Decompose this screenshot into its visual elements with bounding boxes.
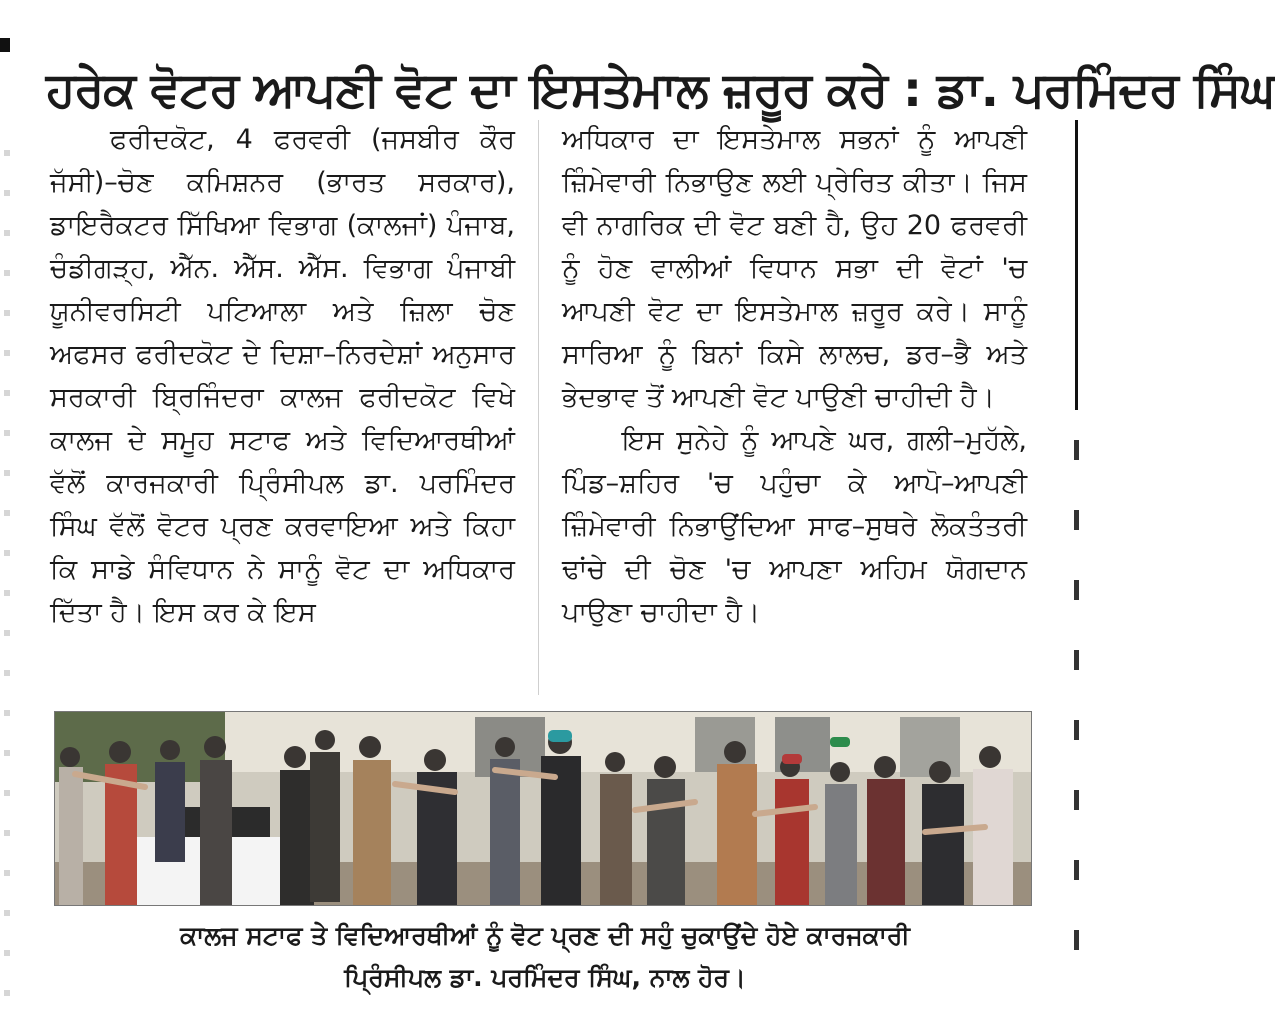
page-edge-right-marks — [1074, 440, 1079, 1000]
article-column-right — [562, 118, 1027, 698]
page-edge-left — [4, 150, 10, 1000]
photo-caption — [80, 915, 1010, 999]
page-edge-right-bar — [1075, 120, 1078, 410]
article-column-left — [50, 118, 515, 698]
right-column-paragraph-1: ਅਧਿਕਾਰ ਦਾ ਇਸਤੇਮਾਲ ਸਭਨਾਂ ਨੂੰ ਆਪਣੀ ਜ਼ਿੰਮੇਵਾਰੀ ਨਿਭਾਉਣ ਲਈ ਪ੍ਰੇਰਿਤ ਕੀਤਾ। ਜਿਸ ਵੀ ਨਾਗਰਿਕ ਦੀ ਵੋਟ ਬਣੀ ਹੈ, ਉਹ 20 ਫਰਵਰੀ ਨੂੰ ਹੋਣ ਵਾਲੀਆਂ ਵਿਧਾਨ ਸਭਾ ਦੀ ਵੋਟਾਂ 'ਚ ਆਪਣੀ ਵੋਟ ਦਾ ਇਸਤੇਮਾਲ ਜ਼ਰੂਰ ਕਰੇ। ਸਾਨੂੰ ਸਾਰਿਆ ਨੂੰ ਬਿਨਾਂ ਕਿਸੇ ਲਾਲਚ, ਡਰ–ਭੈ ਅਤੇ ਭੇਦਭਾਵ ਤੋਂ ਆਪਣੀ ਵੋਟ ਪਾਉਣੀ ਚਾਹੀਦੀ ਹੈ। — [562, 124, 1027, 413]
left-column-paragraph: ਫਰੀਦਕੋਟ, 4 ਫਰਵਰੀ (ਜਸਬੀਰ ਕੌਰ ਜੱਸੀ)–ਚੋਣ ਕਮਿਸ਼ਨਰ (ਭਾਰਤ ਸਰਕਾਰ), ਡਾਇਰੈਕਟਰ ਸਿੱਖਿਆ ਵਿਭਾਗ (ਕਾਲਜਾਂ) ਪੰਜਾਬ, ਚੰਡੀਗੜ੍ਹ, ਐੱਨ. ਐੱਸ. ਐੱਸ. ਵਿਭਾਗ ਪੰਜਾਬੀ ਯੂਨੀਵਰਸਿਟੀ ਪਟਿਆਲਾ ਅਤੇ ਜ਼ਿਲਾ ਚੋਣ ਅਫਸਰ ਫਰੀਦਕੋਟ ਦੇ ਦਿਸ਼ਾ–ਨਿਰਦੇਸ਼ਾਂ ਅਨੁਸਾਰ ਸਰਕਾਰੀ ਬ੍ਰਿਜਿੰਦਰਾ ਕਾਲਜ ਫਰੀਦਕੋਟ ਵਿਖੇ ਕਾਲਜ ਦੇ ਸਮੂਹ ਸਟਾਫ ਅਤੇ ਵਿਦਿਆਰਥੀਆਂ ਵੱਲੋਂ ਕਾਰਜਕਾਰੀ ਪ੍ਰਿੰਸੀਪਲ ਡਾ. ਪਰਮਿੰਦਰ ਸਿੰਘ ਵੱਲੋਂ ਵੋਟਰ ਪ੍ਰਣ ਕਰਵਾਇਆ ਅਤੇ ਕਿਹਾ ਕਿ ਸਾਡੇ ਸੰਵਿਧਾਨ ਨੇ ਸਾਨੂੰ ਵੋਟ ਦਾ ਅਧਿਕਾਰ ਦਿੱਤਾ ਹੈ। ਇਸ ਕਰ ਕੇ ਇਸ — [50, 124, 515, 628]
caption-line-2: ਪ੍ਰਿੰਸੀਪਲ ਡਾ. ਪਰਮਿੰਦਰ ਸਿੰਘ, ਨਾਲ ਹੋਰ। — [344, 963, 746, 992]
headline-marker — [0, 38, 10, 52]
news-photo-illustration — [55, 712, 1031, 905]
headline: ਹਰੇਕ ਵੋਟਰ ਆਪਣੀ ਵੋਟ ਦਾ ਇਸਤੇਮਾਲ ਜ਼ਰੂਰ ਕਰੇ : ਡਾ. ਪਰਮਿੰਦਰ ਸਿੰਘ — [46, 62, 1275, 119]
right-column-paragraph-2: ਇਸ ਸੁਨੇਹੇ ਨੂੰ ਆਪਣੇ ਘਰ, ਗਲੀ–ਮੁਹੱਲੇ, ਪਿੰਡ–ਸ਼ਹਿਰ 'ਚ ਪਹੁੰਚਾ ਕੇ ਆਪੋ–ਆਪਣੀ ਜ਼ਿੰਮੇਵਾਰੀ ਨਿਭਾਉਂਦਿਆ ਸਾਫ–ਸੁਥਰੇ ਲੋਕਤੰਤਰੀ ਢਾਂਚੇ ਦੀ ਚੋਣ 'ਚ ਆਪਣਾ ਅਹਿਮ ਯੋਗਦਾਨ ਪਾਉਣਾ ਚਾਹੀਦਾ ਹੈ। — [562, 425, 1027, 628]
caption-line-1: ਕਾਲਜ ਸਟਾਫ ਤੇ ਵਿਦਿਆਰਥੀਆਂ ਨੂੰ ਵੋਟ ਪ੍ਰਣ ਦੀ ਸਹੁੰ ਚੁਕਾਉਂਦੇ ਹੋਏ ਕਾਰਜਕਾਰੀ — [180, 921, 910, 950]
news-photo — [54, 711, 1032, 906]
column-divider — [538, 120, 539, 695]
